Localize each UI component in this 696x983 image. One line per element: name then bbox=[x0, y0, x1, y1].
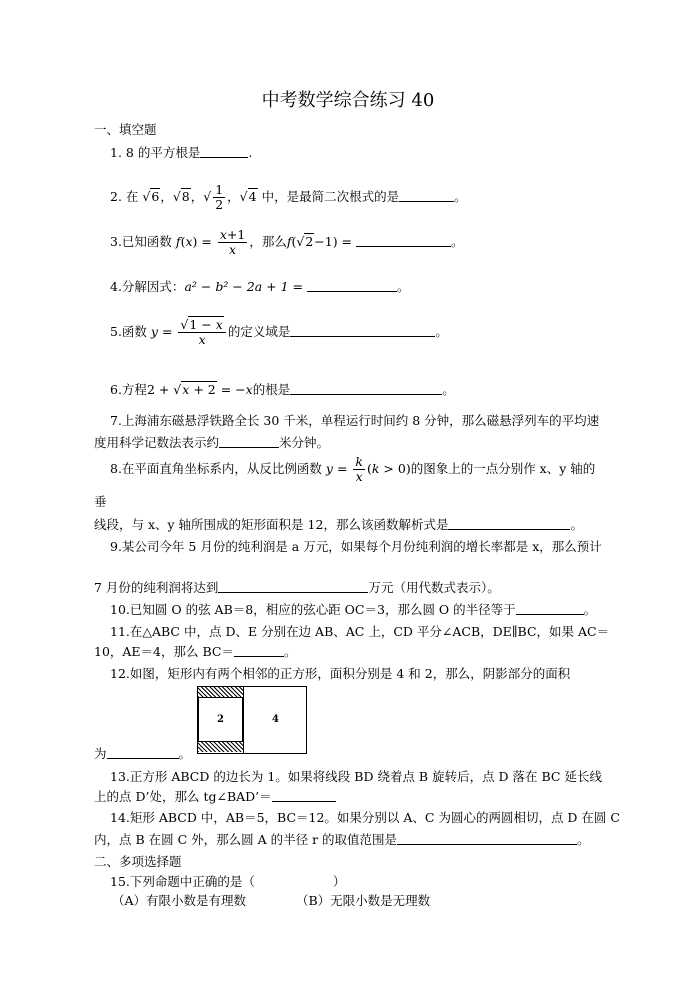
answer-blank bbox=[397, 832, 577, 845]
question-6-prefix: 6.方程 bbox=[110, 382, 147, 397]
question-15-paren: ） bbox=[332, 874, 346, 889]
question-14-line-2: 内，点 B 在圆 C 外，那么圆 A 的半径 r 的取值范围是 。 bbox=[94, 832, 590, 847]
answer-blank bbox=[516, 602, 584, 615]
answer-blank bbox=[290, 382, 442, 395]
square-label-2: 2 bbox=[217, 714, 224, 725]
question-14-text: 内，点 B 在圆 C 外，那么圆 A 的半径 r 的取值范围是 bbox=[94, 832, 398, 847]
question-7-text: 度用科学记数法表示约 bbox=[94, 435, 220, 450]
question-5-text: 的定义域是 bbox=[227, 323, 291, 339]
question-13-line-2 bbox=[94, 787, 336, 805]
question-2-text: 中，是最简二次根式的是 bbox=[261, 188, 400, 204]
question-1: 1. 8 的平方根是 . bbox=[110, 145, 253, 160]
question-12-line-2: 为 。 bbox=[94, 746, 192, 761]
section-heading-multiple-choice: 二、多项选择题 bbox=[94, 854, 182, 869]
question-2-prefix: 2. 在 bbox=[110, 188, 139, 204]
answer-blank bbox=[356, 234, 451, 247]
answer-blank bbox=[272, 789, 336, 802]
question-7-line-1: 7.上海浦东磁悬浮铁路全长 30 千米，单程运行时间约 8 分钟，那么磁悬浮列车的平均速 bbox=[110, 413, 600, 428]
answer-blank bbox=[218, 580, 368, 593]
question-4-expression: a² − b² − 2a + 1 = bbox=[184, 279, 303, 294]
answer-blank bbox=[107, 746, 179, 759]
question-9-unit: 万元（用代数式表示）。 bbox=[368, 580, 500, 595]
answer-blank bbox=[290, 324, 435, 337]
question-12-line-1: 12.如图，矩形内有两个相邻的正方形，面积分别是 4 和 2，那么，阴影部分的面积 bbox=[110, 666, 571, 681]
answer-blank bbox=[200, 145, 248, 158]
answer-blank bbox=[448, 517, 570, 530]
question-11-text: 10，AE＝4，那么 BC＝ bbox=[94, 644, 234, 659]
shaded-region-bottom bbox=[198, 742, 243, 752]
question-2: 2. 在 √6，√8，√ $\frac{1}{2}$ ，√4 中，是最简二次根式的是 。 bbox=[110, 182, 467, 212]
square-label-4: 4 bbox=[272, 714, 279, 725]
question-10: 10.已知圆 O 的弦 AB＝8，相应的弦心距 OC＝3，那么圆 O 的半径等于 。 bbox=[110, 602, 597, 617]
question-8-text: 的图象上的一点分别作 x、y 轴的 bbox=[410, 460, 596, 476]
question-6: 6.方程2 + √x + 2 = −x的根是 。 bbox=[110, 382, 455, 397]
question-3-prefix: 3.已知函数 bbox=[110, 233, 172, 249]
question-8-prefix: 8.在平面直角坐标系内，从反比例函数 bbox=[110, 460, 322, 476]
shaded-region-top bbox=[198, 687, 243, 697]
question-1-text: 1. 8 的平方根是 bbox=[110, 145, 201, 160]
answer-blank bbox=[307, 279, 397, 292]
question-5: 5.函数 y = $\frac{√1 - x}{x}$ 的定义域是 。 bbox=[110, 317, 448, 347]
option-a: （A）有限小数是有理数 bbox=[112, 893, 247, 908]
question-7-line-2 bbox=[94, 433, 329, 451]
question-4-prefix: 4.分解因式： bbox=[110, 279, 185, 294]
section-heading-fill-in: 一、填空题 bbox=[94, 122, 157, 137]
square-area-2 bbox=[198, 697, 243, 742]
question-8-text-2: 线段，与 x、y 轴所围成的矩形面积是 12，那么该函数解析式是 bbox=[94, 517, 449, 532]
question-10-text: 10.已知圆 O 的弦 AB＝8，相应的弦心距 OC＝3，那么圆 O 的半径等于 bbox=[110, 602, 516, 617]
question-6-text: 的根是 bbox=[252, 382, 291, 397]
question-8-line-1: 8.在平面直角坐标系内，从反比例函数 y = $\frac{k}{x}$ (k > 0)的图象上的一点分别作 x、y 轴的 bbox=[110, 454, 596, 484]
question-5-prefix: 5.函数 bbox=[110, 323, 147, 339]
question-11-line-1: 11.在△ABC 中，点 D、E 分别在边 AB、AC 上，CD 平分∠ACB，DE∥BC，如果 AC＝ bbox=[110, 624, 610, 639]
question-8-line-3: 线段，与 x、y 轴所围成的矩形面积是 12，那么该函数解析式是 。 bbox=[94, 517, 583, 532]
question-9-text: 7 月份的纯利润将达到 bbox=[94, 580, 219, 595]
question-3-text: ，那么 bbox=[249, 233, 287, 249]
answer-blank bbox=[219, 435, 279, 448]
question-13-line-1: 13.正方形 ABCD 的边长为 1。如果将线段 BD 绕着点 B 旋转后，点 D 落在 BC 延长线 bbox=[110, 769, 602, 784]
rectangle-figure bbox=[197, 686, 307, 754]
question-13-text: 上的点 D’处，那么 tg∠BAD’＝ bbox=[94, 789, 272, 804]
answer-blank bbox=[399, 189, 454, 202]
question-11-line-2: 10，AE＝4，那么 BC＝ 。 bbox=[94, 644, 297, 659]
question-8-line-2: 垂 bbox=[94, 494, 107, 509]
page-title: 中考数学综合练习 40 bbox=[261, 90, 435, 111]
question-12-text: 为 bbox=[94, 746, 107, 761]
question-15-text: 15.下列命题中正确的是（ bbox=[110, 874, 255, 889]
square-area-4 bbox=[243, 687, 307, 753]
question-7-unit: 米分钟。 bbox=[279, 435, 330, 450]
question-9-line-1: 9.某公司今年 5 月份的纯利润是 a 万元，如果每个月份纯利润的增长率都是 x，那么预计 bbox=[110, 539, 602, 554]
question-14-line-1: 14.矩形 ABCD 中，AB＝5，BC＝12。如果分别以 A、C 为圆心的两圆相切，点 D 在圆 C bbox=[110, 810, 620, 825]
question-15 bbox=[110, 872, 345, 890]
question-3: 3.已知函数 f(x) = $\frac{x+1}{x}$ ，那么f(√2−1) = 。 bbox=[110, 227, 464, 257]
question-9-line-2 bbox=[94, 578, 500, 596]
answer-blank bbox=[234, 644, 284, 657]
option-b: （B）无限小数是无理数 bbox=[296, 893, 431, 908]
question-4: 4.分解因式：a² − b² − 2a + 1 = 。 bbox=[110, 279, 410, 294]
